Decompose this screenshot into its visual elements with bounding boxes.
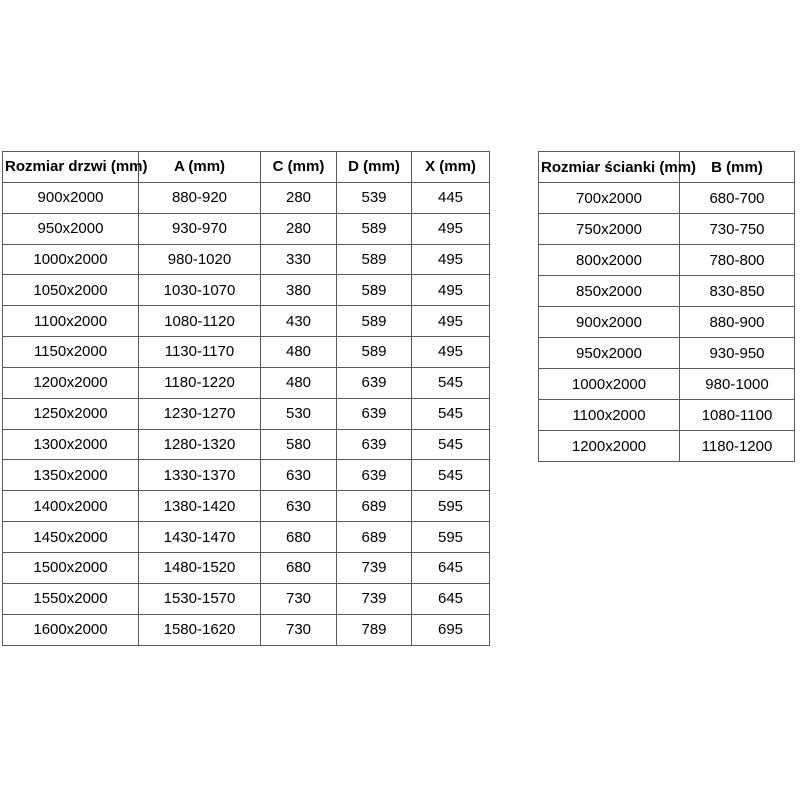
wall-panel-sizes-table bbox=[538, 151, 795, 462]
table-cell: 1050x2000 bbox=[3, 275, 139, 306]
table-cell: 689 bbox=[337, 491, 412, 522]
table-cell: 495 bbox=[412, 275, 490, 306]
table-cell: 545 bbox=[412, 398, 490, 429]
table-cell: 1280-1320 bbox=[139, 429, 261, 460]
table-cell: 1130-1170 bbox=[139, 337, 261, 368]
table-cell: 830-850 bbox=[680, 276, 795, 307]
table-cell: 780-800 bbox=[680, 245, 795, 276]
table-cell: 280 bbox=[261, 182, 337, 213]
table-cell: 1480-1520 bbox=[139, 552, 261, 583]
table-cell: 880-920 bbox=[139, 182, 261, 213]
table-row bbox=[3, 367, 490, 398]
table-cell: 495 bbox=[412, 337, 490, 368]
table-cell: 1380-1420 bbox=[139, 491, 261, 522]
table-cell: 950x2000 bbox=[3, 213, 139, 244]
table-row bbox=[3, 552, 490, 583]
table-row bbox=[539, 400, 795, 431]
table-cell: 639 bbox=[337, 398, 412, 429]
wall-panel-sizes-table-body bbox=[539, 183, 795, 462]
table-cell: 880-900 bbox=[680, 307, 795, 338]
table-cell: 630 bbox=[261, 491, 337, 522]
column-header: A (mm) bbox=[139, 152, 261, 183]
table-cell: 645 bbox=[412, 583, 490, 614]
table-cell: 1300x2000 bbox=[3, 429, 139, 460]
door-sizes-table-header bbox=[3, 152, 490, 183]
table-cell: 445 bbox=[412, 182, 490, 213]
table-cell: 639 bbox=[337, 367, 412, 398]
table-cell: 545 bbox=[412, 367, 490, 398]
table-cell: 589 bbox=[337, 337, 412, 368]
table-cell: 680-700 bbox=[680, 183, 795, 214]
table-cell: 589 bbox=[337, 275, 412, 306]
table-cell: 1200x2000 bbox=[539, 431, 680, 462]
table-row bbox=[3, 460, 490, 491]
table-cell: 730 bbox=[261, 614, 337, 645]
column-header: Rozmiar ścianki (mm) bbox=[539, 152, 680, 183]
table-row bbox=[539, 276, 795, 307]
table-cell: 750x2000 bbox=[539, 214, 680, 245]
table-row bbox=[3, 491, 490, 522]
table-row bbox=[3, 614, 490, 645]
table-cell: 980-1020 bbox=[139, 244, 261, 275]
table-row bbox=[539, 338, 795, 369]
column-header: D (mm) bbox=[337, 152, 412, 183]
table-cell: 950x2000 bbox=[539, 338, 680, 369]
table-cell: 280 bbox=[261, 213, 337, 244]
table-row bbox=[539, 307, 795, 338]
column-header: X (mm) bbox=[412, 152, 490, 183]
header-row bbox=[539, 152, 795, 183]
table-cell: 495 bbox=[412, 306, 490, 337]
column-header: C (mm) bbox=[261, 152, 337, 183]
table-cell: 530 bbox=[261, 398, 337, 429]
table-cell: 580 bbox=[261, 429, 337, 460]
table-cell: 930-950 bbox=[680, 338, 795, 369]
header-row bbox=[3, 152, 490, 183]
table-cell: 900x2000 bbox=[3, 182, 139, 213]
table-cell: 1430-1470 bbox=[139, 522, 261, 553]
table-row bbox=[3, 182, 490, 213]
table-cell: 380 bbox=[261, 275, 337, 306]
table-row bbox=[539, 369, 795, 400]
table-cell: 1450x2000 bbox=[3, 522, 139, 553]
table-cell: 1000x2000 bbox=[3, 244, 139, 275]
table-cell: 639 bbox=[337, 460, 412, 491]
table-cell: 1080-1120 bbox=[139, 306, 261, 337]
table-cell: 900x2000 bbox=[539, 307, 680, 338]
table-cell: 595 bbox=[412, 491, 490, 522]
table-cell: 1180-1200 bbox=[680, 431, 795, 462]
table-cell: 545 bbox=[412, 429, 490, 460]
table-cell: 930-970 bbox=[139, 213, 261, 244]
table-row bbox=[3, 583, 490, 614]
table-cell: 330 bbox=[261, 244, 337, 275]
table-cell: 589 bbox=[337, 306, 412, 337]
table-cell: 1100x2000 bbox=[539, 400, 680, 431]
table-cell: 595 bbox=[412, 522, 490, 553]
table-cell: 630 bbox=[261, 460, 337, 491]
table-cell: 1100x2000 bbox=[3, 306, 139, 337]
table-row bbox=[539, 245, 795, 276]
table-cell: 495 bbox=[412, 244, 490, 275]
table-cell: 1200x2000 bbox=[3, 367, 139, 398]
table-cell: 495 bbox=[412, 213, 490, 244]
table-cell: 589 bbox=[337, 213, 412, 244]
table-cell: 480 bbox=[261, 337, 337, 368]
table-cell: 1500x2000 bbox=[3, 552, 139, 583]
table-cell: 639 bbox=[337, 429, 412, 460]
table-cell: 850x2000 bbox=[539, 276, 680, 307]
table-cell: 645 bbox=[412, 552, 490, 583]
table-cell: 1600x2000 bbox=[3, 614, 139, 645]
table-cell: 545 bbox=[412, 460, 490, 491]
table-cell: 539 bbox=[337, 182, 412, 213]
table-row bbox=[3, 213, 490, 244]
table-cell: 430 bbox=[261, 306, 337, 337]
table-cell: 1000x2000 bbox=[539, 369, 680, 400]
table-row bbox=[3, 429, 490, 460]
table-cell: 1580-1620 bbox=[139, 614, 261, 645]
table-cell: 739 bbox=[337, 583, 412, 614]
table-row bbox=[3, 275, 490, 306]
table-cell: 980-1000 bbox=[680, 369, 795, 400]
table-cell: 689 bbox=[337, 522, 412, 553]
table-cell: 1350x2000 bbox=[3, 460, 139, 491]
table-cell: 739 bbox=[337, 552, 412, 583]
table-cell: 800x2000 bbox=[539, 245, 680, 276]
table-row bbox=[539, 214, 795, 245]
table-cell: 480 bbox=[261, 367, 337, 398]
table-cell: 730-750 bbox=[680, 214, 795, 245]
table-cell: 1550x2000 bbox=[3, 583, 139, 614]
table-cell: 680 bbox=[261, 552, 337, 583]
table-row bbox=[3, 522, 490, 553]
column-header: B (mm) bbox=[680, 152, 795, 183]
table-cell: 1180-1220 bbox=[139, 367, 261, 398]
table-cell: 680 bbox=[261, 522, 337, 553]
door-sizes-table-body bbox=[3, 182, 490, 645]
table-row bbox=[3, 398, 490, 429]
table-cell: 1400x2000 bbox=[3, 491, 139, 522]
wall-panel-sizes-table-header bbox=[539, 152, 795, 183]
table-row bbox=[3, 337, 490, 368]
table-cell: 1030-1070 bbox=[139, 275, 261, 306]
table-cell: 589 bbox=[337, 244, 412, 275]
table-cell: 1230-1270 bbox=[139, 398, 261, 429]
table-cell: 1150x2000 bbox=[3, 337, 139, 368]
table-cell: 789 bbox=[337, 614, 412, 645]
table-row bbox=[3, 306, 490, 337]
table-cell: 700x2000 bbox=[539, 183, 680, 214]
table-row bbox=[539, 183, 795, 214]
door-sizes-table bbox=[2, 151, 490, 646]
table-cell: 1330-1370 bbox=[139, 460, 261, 491]
table-row bbox=[539, 431, 795, 462]
table-cell: 1530-1570 bbox=[139, 583, 261, 614]
table-row bbox=[3, 244, 490, 275]
column-header: Rozmiar drzwi (mm) bbox=[3, 152, 139, 183]
table-cell: 695 bbox=[412, 614, 490, 645]
table-cell: 730 bbox=[261, 583, 337, 614]
table-cell: 1250x2000 bbox=[3, 398, 139, 429]
table-cell: 1080-1100 bbox=[680, 400, 795, 431]
